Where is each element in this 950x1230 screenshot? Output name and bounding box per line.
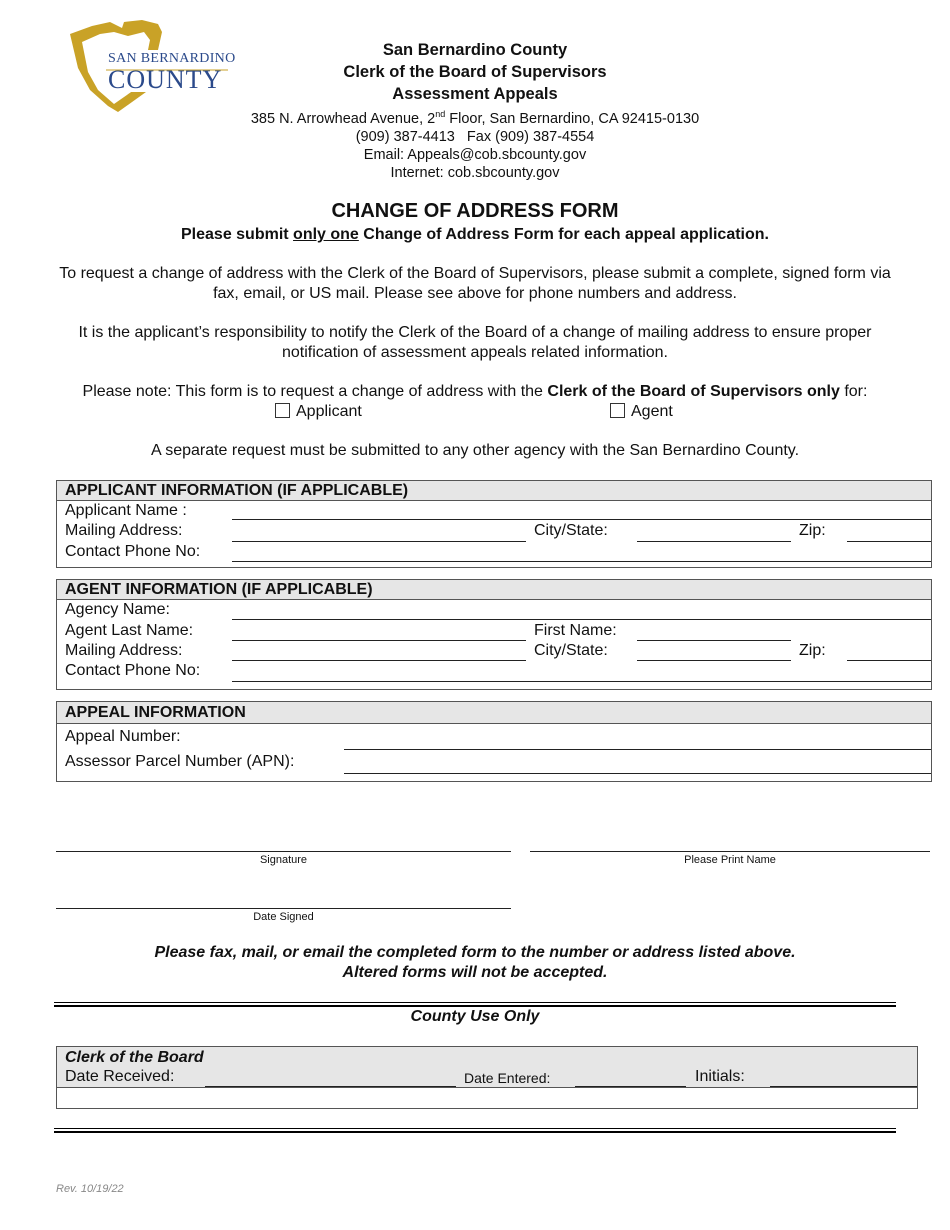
applicant-city-label: City/State: [534, 522, 608, 539]
form-subtitle: Please submit only one Change of Address Form for each appeal application. [181, 226, 769, 243]
agent-city-field[interactable] [637, 660, 791, 661]
agent-mailing-field[interactable] [232, 660, 526, 661]
office-phone: (909) 387-4413 Fax (909) 387-4554 [355, 128, 595, 145]
divider-bottom [54, 1128, 896, 1133]
applicant-phone-label: Contact Phone No: [65, 543, 201, 560]
print-name-line[interactable] [530, 851, 930, 852]
agent-first-name-label: First Name: [534, 622, 617, 639]
applicant-zip-label: Zip: [799, 522, 826, 539]
date-entered-field[interactable] [575, 1086, 686, 1087]
county-use-box [56, 1046, 918, 1109]
applicant-mailing-label: Mailing Address: [65, 522, 183, 539]
date-received-field[interactable] [205, 1086, 456, 1087]
agent-phone-field[interactable] [232, 681, 931, 682]
applicant-zip-field[interactable] [847, 541, 931, 542]
agent-option[interactable]: Agent [610, 402, 673, 422]
appeal-heading: APPEAL INFORMATION [57, 702, 931, 724]
date-signed-caption: Date Signed [253, 911, 314, 923]
logo-text-bottom: COUNTY [108, 65, 223, 94]
revision-date: Rev. 10/19/22 [56, 1183, 124, 1195]
agent-zip-label: Zip: [799, 642, 826, 659]
agency-name-field[interactable] [232, 619, 931, 620]
submit-instructions: Please fax, mail, or email the completed form to the number or address listed above. [154, 944, 796, 961]
agent-zip-field[interactable] [847, 660, 931, 661]
signature-caption: Signature [259, 854, 308, 866]
agent-checkbox[interactable] [610, 403, 625, 418]
divider-top [54, 1002, 896, 1007]
separate-request-note: A separate request must be submitted to any other agency with the San Bernardino County. [150, 442, 800, 459]
agent-mailing-label: Mailing Address: [65, 642, 183, 659]
altered-forms-note: Altered forms will not be accepted. [342, 964, 608, 981]
date-entered-label: Date Entered: [464, 1070, 551, 1086]
agent-last-name-label: Agent Last Name: [65, 622, 194, 639]
agent-phone-label: Contact Phone No: [65, 662, 201, 679]
office-internet: Internet: cob.sbcounty.gov [390, 164, 560, 181]
initials-label: Initials: [695, 1068, 745, 1085]
date-signed-line[interactable] [56, 908, 511, 909]
clerk-label: Clerk of the Board [65, 1049, 204, 1066]
header-block [200, 39, 750, 182]
applicant-section [56, 480, 932, 568]
agent-city-label: City/State: [534, 642, 608, 659]
applicant-heading: APPLICANT INFORMATION (IF APPLICABLE) [57, 481, 931, 501]
signature-line[interactable] [56, 851, 511, 852]
county-name: San Bernardino County [382, 41, 568, 59]
applicant-name-label: Applicant Name : [65, 502, 187, 519]
applicant-name-field[interactable] [232, 519, 931, 520]
appeal-section [56, 701, 932, 782]
agent-last-name-field[interactable] [232, 640, 526, 641]
agent-heading: AGENT INFORMATION (IF APPLICABLE) [57, 580, 931, 600]
print-name-caption: Please Print Name [684, 854, 776, 866]
office-name: Clerk of the Board of Supervisors [343, 63, 607, 81]
logo-text-top: SAN BERNARDINO [108, 51, 236, 66]
note-line: Please note: This form is to request a change of address with the Clerk of the Board of Supervisors only for: [82, 383, 868, 400]
apn-field[interactable] [344, 773, 931, 774]
appeal-number-field[interactable] [344, 749, 931, 750]
applicant-checkbox[interactable] [275, 403, 290, 418]
applicant-mailing-field[interactable] [232, 541, 526, 542]
office-email: Email: Appeals@cob.sbcounty.gov [363, 146, 587, 163]
intro-paragraph: To request a change of address with the Clerk of the Board of Supervisors, please submit a complete, signed form via fax, email, or US mail. Please see above for phone numbers and address. [59, 265, 891, 302]
office-address: 385 N. Arrowhead Avenue, 2nd Floor, San Bernardino, CA 92415-0130 [250, 109, 700, 127]
appeal-number-label: Appeal Number: [65, 728, 181, 745]
agent-section [56, 579, 932, 690]
agency-name-label: Agency Name: [65, 601, 170, 618]
apn-label: Assessor Parcel Number (APN): [65, 753, 295, 770]
initials-field[interactable] [770, 1086, 917, 1087]
applicant-phone-field[interactable] [232, 561, 931, 562]
applicant-option[interactable]: Applicant [275, 402, 362, 422]
agent-first-name-field[interactable] [637, 640, 791, 641]
form-title: CHANGE OF ADDRESS FORM [331, 200, 619, 222]
county-use-heading: County Use Only [410, 1008, 540, 1025]
dept-name: Assessment Appeals [392, 85, 558, 103]
date-received-label: Date Received: [65, 1068, 175, 1085]
applicant-city-field[interactable] [637, 541, 791, 542]
responsibility-paragraph: It is the applicant’s responsibility to notify the Clerk of the Board of a change of mailing address to ensure proper notification of assessment appeals related information. [78, 324, 872, 361]
